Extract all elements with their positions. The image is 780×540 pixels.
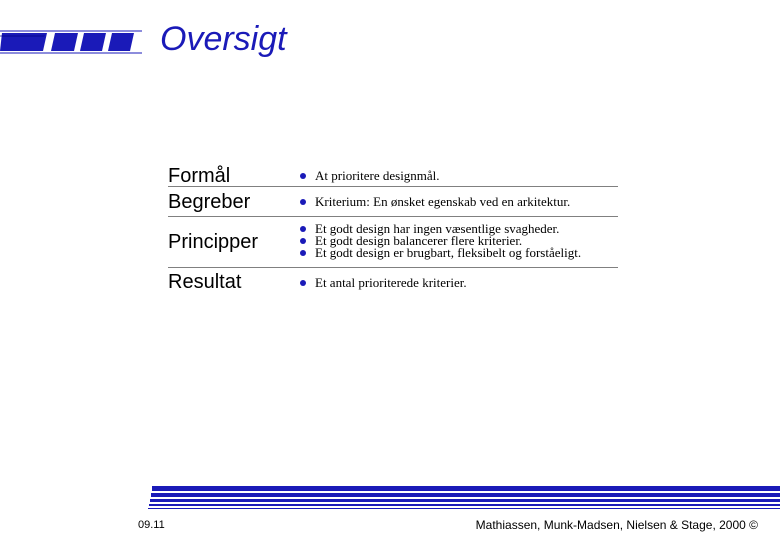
- list-item: Et godt design har ingen væsentlige svagheder.: [300, 223, 581, 235]
- row-principper: [168, 220, 618, 268]
- term-principper: Principper: [168, 231, 259, 253]
- term-resultat: Resultat: [168, 271, 242, 293]
- term-formaal: Formål: [168, 165, 231, 187]
- bullet-icon: [300, 238, 306, 244]
- row-formaal-begreber: [168, 164, 618, 214]
- row-divider: [168, 186, 618, 187]
- bullet-icon: [300, 199, 306, 205]
- row-divider: [168, 267, 618, 268]
- list-item: Et godt design balancerer flere kriterier.: [300, 235, 581, 247]
- row-divider: [168, 216, 618, 217]
- bullet-list: [300, 223, 581, 259]
- bullet-list: [300, 196, 570, 208]
- slide-title: Oversigt: [160, 20, 287, 58]
- list-item: Et godt design er brugbart, fleksibelt og forståeligt.: [300, 247, 581, 259]
- row-resultat: [168, 270, 618, 296]
- bullet-list: [300, 170, 440, 182]
- list-item: Kriterium: En ønsket egenskab ved en arkitektur.: [300, 196, 570, 208]
- footer-stripes: [148, 486, 780, 512]
- list-item: At prioritere designmål.: [300, 170, 440, 182]
- bullet-list: [300, 277, 467, 289]
- footer-credit: Mathiassen, Munk-Madsen, Nielsen & Stage, 2000 ©: [475, 518, 758, 532]
- list-item: Et antal prioriterede kriterier.: [300, 277, 467, 289]
- bullet-icon: [300, 280, 306, 286]
- bullet-icon: [300, 173, 306, 179]
- bullet-icon: [300, 250, 306, 256]
- bullet-icon: [300, 226, 306, 232]
- term-begreber: Begreber: [168, 191, 251, 213]
- blue-stripes-logo: [0, 29, 142, 55]
- slide-number: 09.11: [138, 519, 165, 531]
